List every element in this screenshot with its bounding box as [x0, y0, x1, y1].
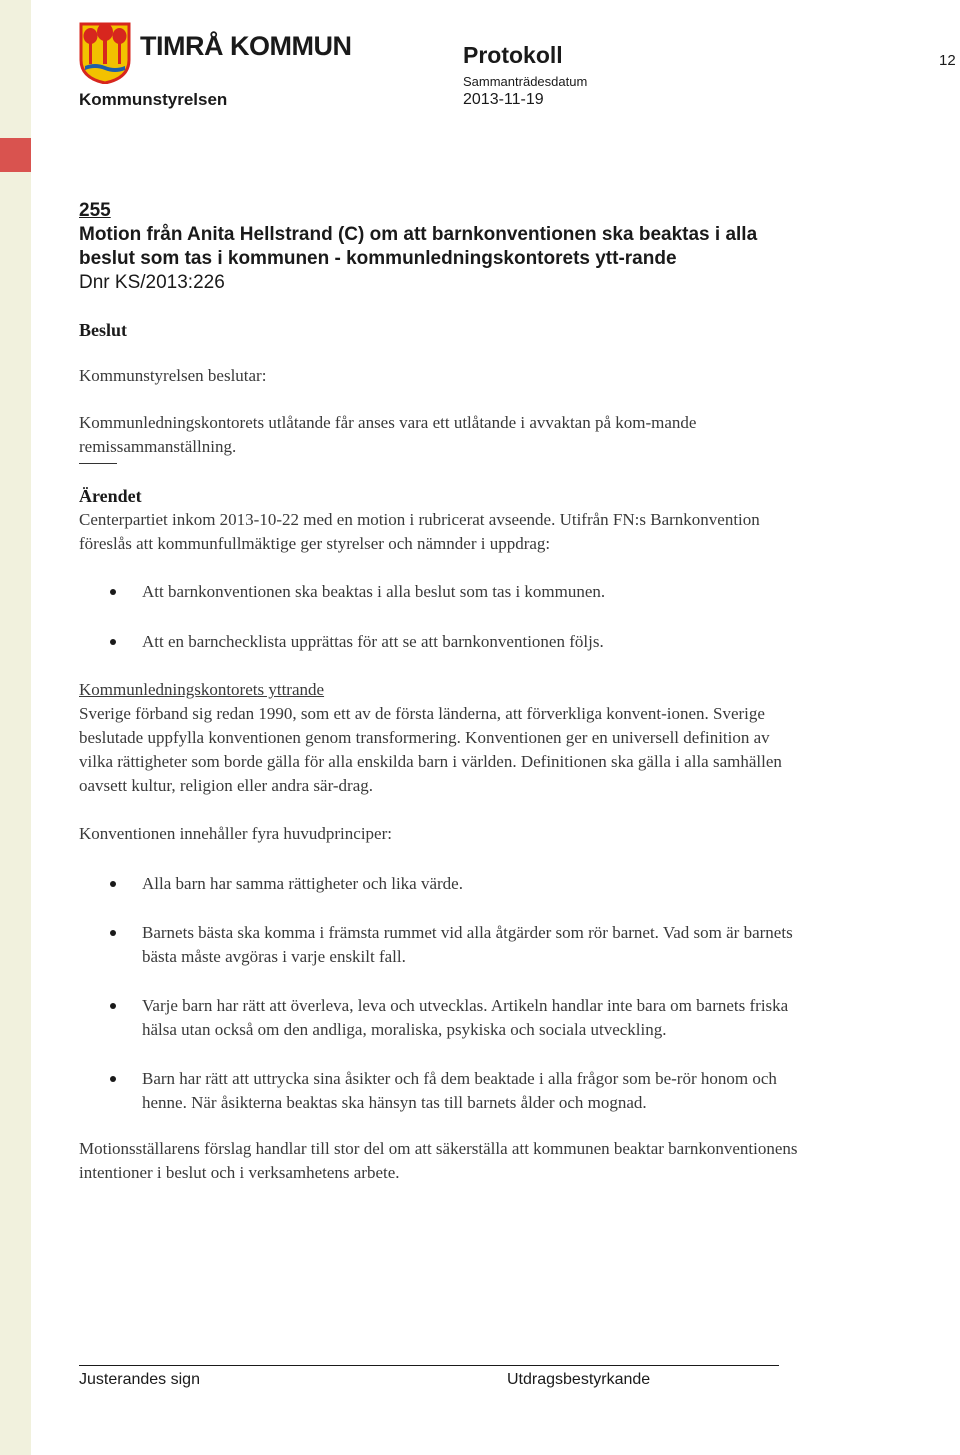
list-item: Varje barn har rätt att överleva, leva och utvecklas. Artikeln handlar inte bara om barnets friska hälsa utan också om den andliga, moraliska, psykiska och sociala utveckling.: [79, 994, 799, 1042]
footer-divider: [79, 1365, 779, 1366]
meeting-date-label: Sammanträdesdatum: [463, 74, 588, 89]
list-item: Att barnkonventionen ska beaktas i alla beslut som tas i kommunen.: [79, 580, 799, 604]
side-margin-bar: [0, 0, 31, 1455]
municipality-logo-icon: [79, 22, 131, 84]
document-title: Protokoll: [463, 42, 563, 68]
organization-name: Kommunstyrelsen: [79, 90, 228, 109]
list-item: Barnets bästa ska komma i främsta rummet vid alla åtgärder som rör barnet. Vad som är barnets bästa måste avgöras i varje enskilt fall.: [79, 921, 799, 969]
principles-list: [79, 872, 799, 1115]
section-divider: [79, 463, 117, 464]
footer-sign-label: Justerandes sign: [79, 1371, 200, 1388]
principles-intro: Konventionen innehåller fyra huvudprinciper:: [79, 824, 392, 843]
yttrande-heading: Kommunledningskontorets yttrande: [79, 680, 325, 699]
yttrande-text: Sverige förband sig redan 1990, som ett av de första länderna, att förverkliga konvent-ionen. Sverige beslutade uppfylla konventionen genom transformering. Konventionen ger en universell definition av vilka rättigheter som borde gälla för alla enskilda barn i världen. Definitionen ska gälla i alla samhällen oavsett kultur, religion eller andra sär-drag.: [79, 704, 782, 795]
list-item: Barn har rätt att uttrycka sina åsikter och få dem beaktade i alla frågor som be-rör honom och henne. När åsikterna beaktas ska hänsyn tas till barnets ålder och mognad.: [79, 1067, 799, 1115]
beslut-intro: Kommunstyrelsen beslutar:: [79, 366, 267, 385]
item-number: 255: [79, 200, 111, 221]
meeting-date: 2013-11-19: [463, 91, 544, 108]
arendet-list: [79, 580, 799, 654]
footer-certification-label: Utdragsbestyrkande: [507, 1371, 651, 1388]
beslut-heading: Beslut: [79, 320, 128, 340]
side-margin-marker: [0, 138, 31, 172]
arendet-text: Centerpartiet inkom 2013-10-22 med en motion i rubricerat avseende. Utifrån FN:s Barnkonvention föreslås att kommunfullmäktige ger styrelser och nämnder i uppdrag:: [79, 510, 760, 553]
arendet-heading: Ärendet: [79, 486, 142, 506]
item-heading: Motion från Anita Hellstrand (C) om att barnkonventionen ska beaktas i alla beslut som tas i kommunen - kommunledningskontorets ytt-rande: [79, 224, 758, 269]
list-item: Alla barn har samma rättigheter och lika värde.: [79, 872, 799, 896]
item-dnr: Dnr KS/2013:226: [79, 272, 225, 293]
page-number: 12: [939, 52, 956, 69]
document-body: [79, 199, 799, 1185]
closing-text: Motionsställarens förslag handlar till stor del om att säkerställa att kommunen beaktar barnkonventionens intentioner i beslut och i verksamhetens arbete.: [79, 1139, 798, 1182]
logo-text: TIMRÅ KOMMUN: [140, 31, 352, 61]
list-item: Att en barnchecklista upprättas för att se att barnkonventionen följs.: [79, 630, 799, 654]
beslut-text: Kommunledningskontorets utlåtande får anses vara ett utlåtande i avvaktan på kom-mande remissammanställning.: [79, 413, 697, 456]
